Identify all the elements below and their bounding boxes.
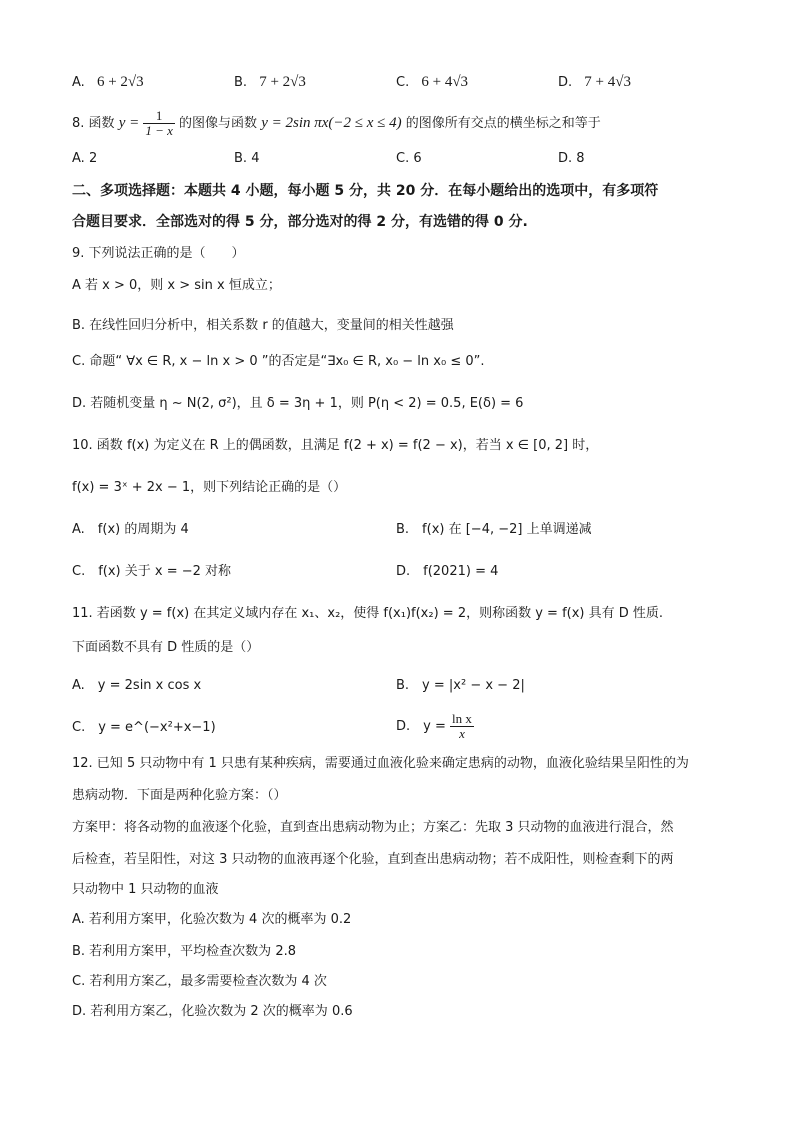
- q7-option-d: [558, 72, 631, 93]
- option-label: C.: [396, 75, 410, 90]
- q11-option-c: C. y = e^(−x²+x−1): [72, 720, 216, 735]
- fraction-denominator: x: [459, 726, 465, 741]
- option-text: 8: [576, 151, 585, 166]
- option-text: 6: [413, 151, 422, 166]
- q8-stem: [72, 106, 601, 141]
- q11-option-a: A. y = 2sin x cos x: [72, 678, 202, 693]
- q8-prefix: 8. 函数: [72, 116, 115, 131]
- q11-option-b: B. y = |x² − x − 2|: [396, 678, 525, 693]
- q9-option-d: D. 若随机变量 η ~ N(2, σ²)，且 δ = 3η + 1，则 P(η < 2) = 0.5, E(δ) = 6: [72, 396, 524, 411]
- q12-option-a: A. 若利用方案甲，化验次数为 4 次的概率为 0.2: [72, 912, 352, 927]
- q12-option-d: D. 若利用方案乙，化验次数为 2 次的概率为 0.6: [72, 1004, 353, 1019]
- option-label: C.: [396, 151, 410, 166]
- option-label: B.: [234, 75, 248, 90]
- section-heading-line2: 合题目要求．全部选对的得 5 分，部分选对的得 2 分，有选错的得 0 分.: [72, 214, 528, 230]
- fraction-denominator: 1 − x: [145, 123, 173, 138]
- option-expr: 6 + 4√3: [421, 74, 469, 90]
- q8-option-c: [396, 149, 422, 169]
- q9-option-b: B. 在线性回归分析中，相关系数 r 的值越大，变量间的相关性越强: [72, 318, 454, 333]
- q10-option-a: A. f(x) 的周期为 4: [72, 522, 189, 537]
- option-label: A.: [72, 151, 85, 166]
- q12-option-c: C. 若利用方案乙，最多需要检查次数为 4 次: [72, 974, 327, 989]
- q11-stem-line1: 11. 若函数 y = f(x) 在其定义域内存在 x₁、x₂，使得 f(x₁)f(x₂) = 2，则称函数 y = f(x) 具有 D 性质.: [72, 606, 664, 621]
- fraction-numerator: ln x: [452, 711, 472, 726]
- q11-option-d: [396, 708, 474, 746]
- q12-stem-line2: 患病动物．下面是两种化验方案：（）: [72, 788, 287, 803]
- q10-option-c: C. f(x) 关于 x = −2 对称: [72, 564, 232, 579]
- q8-fraction: [143, 109, 175, 138]
- q8-option-b: [234, 149, 259, 169]
- q8-option-a: [72, 149, 97, 169]
- option-label: D. y =: [396, 719, 446, 734]
- q11-stem-line2: 下面函数不具有 D 性质的是（）: [72, 640, 260, 655]
- q10-option-d: D. f(2021) = 4: [396, 564, 499, 579]
- q8-mid: 的图像与函数: [179, 116, 258, 131]
- q8-y-eq: y =: [118, 115, 140, 131]
- option-text: 2: [88, 151, 98, 166]
- fraction-numerator: 1: [143, 109, 175, 124]
- q8-function-2: y = 2sin πx(−2 ≤ x ≤ 4): [261, 115, 402, 131]
- option-expr: 7 + 4√3: [584, 74, 631, 90]
- q8-suffix: 的图像所有交点的横坐标之和等于: [405, 116, 601, 131]
- q10-option-b: B. f(x) 在 [−4, −2] 上单调递减: [396, 522, 592, 537]
- option-label: D.: [558, 151, 573, 166]
- section-heading-line1: 二、多项选择题：本题共 4 小题，每小题 5 分，共 20 分．在每小题给出的选项中，有多项符: [72, 183, 659, 199]
- q8-option-d: [558, 149, 585, 169]
- q12-stem-line1: 12. 已知 5 只动物中有 1 只患有某种疾病，需要通过血液化验来确定患病的动物，血液化验结果呈阳性的为: [72, 756, 689, 771]
- q7-option-b: [234, 72, 306, 93]
- option-label: D.: [558, 75, 573, 90]
- q9-stem: 9. 下列说法正确的是（ ）: [72, 246, 245, 261]
- q9-option-c: C. 命题“ ∀x ∈ R, x − ln x > 0 ”的否定是“∃x₀ ∈ R, x₀ − ln x₀ ≤ 0”.: [72, 354, 485, 369]
- q12-stem-line5: 只动物中 1 只动物的血液: [72, 882, 219, 897]
- q11-d-fraction: [450, 712, 474, 741]
- option-label: A.: [72, 75, 85, 90]
- q12-option-b: B. 若利用方案甲，平均检查次数为 2.8: [72, 944, 296, 959]
- q9-option-a: A 若 x > 0，则 x > sin x 恒成立；: [72, 278, 281, 293]
- q7-option-a: [72, 72, 144, 93]
- option-text: 4: [251, 151, 260, 166]
- q12-stem-line3: 方案甲：将各动物的血液逐个化验，直到查出患病动物为止；方案乙：先取 3 只动物的血液进行混合，然: [72, 820, 674, 835]
- option-expr: 7 + 2√3: [259, 74, 306, 90]
- q10-stem-line2: f(x) = 3ˣ + 2x − 1，则下列结论正确的是（）: [72, 480, 347, 495]
- q10-stem-line1: 10. 函数 f(x) 为定义在 R 上的偶函数，且满足 f(2 + x) = f(2 − x)，若当 x ∈ [0, 2] 时，: [72, 438, 599, 453]
- q7-option-c: [396, 72, 468, 93]
- option-label: B.: [234, 151, 248, 166]
- option-expr: 6 + 2√3: [96, 74, 144, 90]
- q12-stem-line4: 后检查，若呈阳性，对这 3 只动物的血液再逐个化验，直到查出患病动物；若不成阳性，则检查剩下的两: [72, 852, 674, 867]
